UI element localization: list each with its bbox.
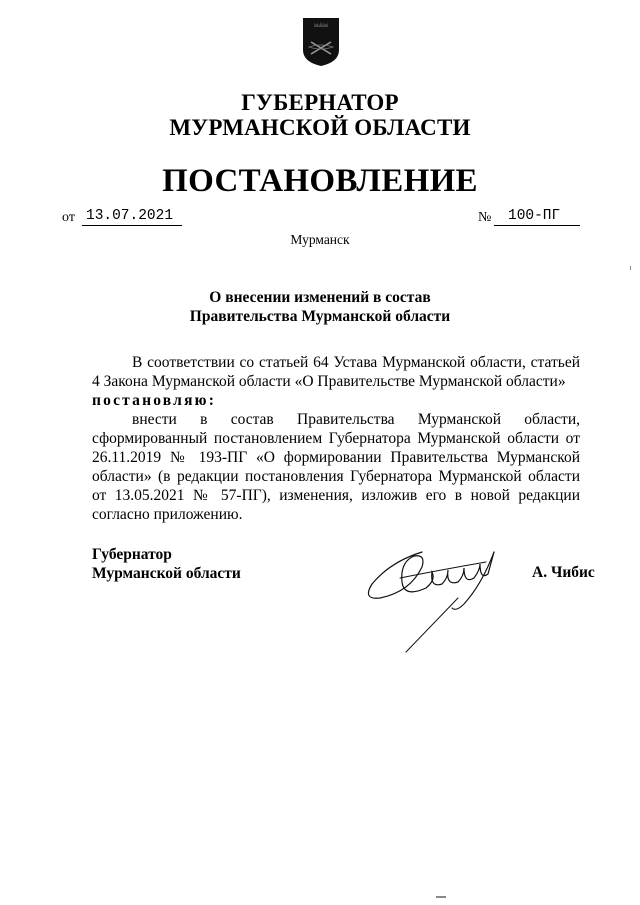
signatory-title-line1: Губернатор: [92, 546, 172, 563]
document-type-heading: ПОСТАНОВЛЕНИЕ: [162, 163, 478, 199]
decree-word: постановляю:: [92, 392, 217, 409]
organization-title-line2: МУРМАНСКОЙ ОБЛАСТИ: [169, 115, 471, 140]
subject-line1: О внесении изменений в состав: [209, 289, 431, 306]
scan-artifact-mark: [630, 266, 631, 270]
document-date: 13.07.2021: [82, 208, 182, 226]
handwritten-signature: [360, 522, 520, 662]
document-number: 100-ПГ: [494, 208, 580, 226]
document-body: [92, 353, 580, 524]
date-prefix-label: от: [62, 210, 75, 225]
organization-title-line1: ГУБЕРНАТОР: [241, 90, 399, 115]
city-label: Мурманск: [290, 232, 350, 247]
document-subject: [150, 288, 490, 326]
subject-line2: Правительства Мурманской области: [189, 308, 451, 325]
number-sign-label: №: [478, 210, 492, 225]
signatory-title: [92, 545, 241, 583]
signatory-name: А. Чибис: [532, 564, 595, 581]
coat-of-arms-icon: [301, 16, 341, 68]
operative-paragraph: внести в состав Правительства Мурманской области, сформированный постановлением Губернатора Мурманской области от 26.11.2019 № 193-ПГ «О формировании Правительства Мурманской области» (в редакции постановления Губернатора Мурманской области от 13.05.2021 № 57-ПГ), изменения, изложив его в новой редакции согласно приложению.: [92, 411, 580, 523]
preamble-paragraph: В соответствии со статьей 64 Устава Мурманской области, статьей 4 Закона Мурманской области «О Правительстве Мурманской области»: [92, 354, 580, 390]
scan-artifact-mark: [436, 896, 446, 898]
signatory-title-line2: Мурманской области: [92, 565, 241, 582]
